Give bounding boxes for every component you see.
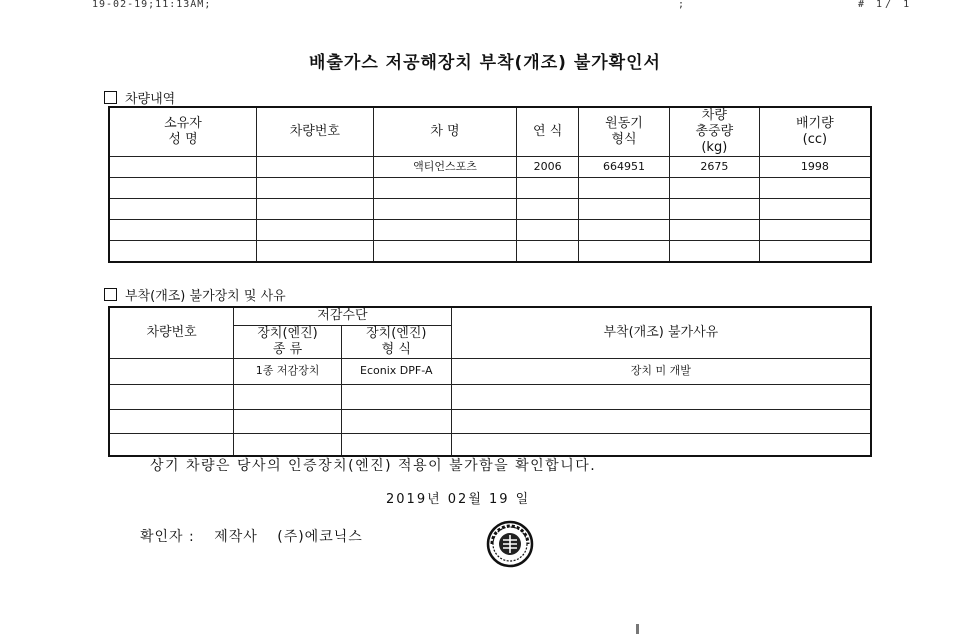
cell-owner	[109, 199, 257, 220]
cell-weight	[669, 220, 759, 241]
cell-device-plate	[109, 358, 234, 384]
cell-reason	[451, 384, 871, 409]
cell-owner	[109, 220, 257, 241]
header-displacement-line1: 배기량	[796, 116, 834, 131]
header-device-plate: 차량번호	[109, 307, 234, 358]
header-owner-line2: 성 명	[168, 132, 198, 147]
cell-year	[517, 199, 579, 220]
fax-separator: ;	[678, 0, 685, 10]
checkbox-icon	[104, 288, 117, 301]
device-section-heading	[104, 285, 286, 304]
table-row	[109, 433, 871, 456]
cell-weight: 2675	[669, 157, 759, 178]
fax-header	[0, 0, 970, 12]
cell-plate	[257, 178, 374, 199]
cell-device-plate	[109, 384, 234, 409]
table-row	[109, 409, 871, 433]
header-weight-line3: (kg)	[701, 140, 728, 155]
checkbox-icon	[104, 91, 117, 104]
header-device-type-line2: 종 류	[272, 341, 303, 357]
cell-year	[517, 241, 579, 262]
fax-timestamp: 19-02-19;11:13AM;	[92, 0, 212, 10]
header-model: 차 명	[373, 107, 517, 157]
table-row	[109, 178, 871, 199]
device-section-label: 부착(개조) 불가장치 및 사유	[125, 289, 286, 304]
header-engine-line2: 형식	[611, 132, 637, 147]
confirmer-company: (주)에코닉스	[277, 529, 363, 545]
table-row	[109, 220, 871, 241]
confirmer-label: 확인자 :	[140, 529, 195, 545]
cell-owner	[109, 241, 257, 262]
cell-plate	[257, 220, 374, 241]
header-owner	[109, 107, 257, 157]
header-weight-line2: 총중량	[695, 124, 734, 139]
confirmer-role: 제작사	[214, 529, 258, 545]
cell-displacement	[759, 199, 871, 220]
header-device-model	[341, 325, 451, 358]
header-device-type-line1: 장치(엔진)	[257, 325, 318, 341]
device-table-header-top	[109, 307, 871, 325]
cell-device-type: 1종 저감장치	[234, 358, 342, 384]
header-reduction: 저감수단	[234, 307, 452, 325]
vehicle-section-heading	[104, 88, 175, 107]
issue-date: 2019년 02월 19 일	[386, 492, 531, 507]
cell-device-model	[341, 433, 451, 456]
cell-device-plate	[109, 433, 234, 456]
cell-year: 2006	[517, 157, 579, 178]
table-row	[109, 157, 871, 178]
cell-year	[517, 178, 579, 199]
cell-weight	[669, 241, 759, 262]
cell-plate	[257, 199, 374, 220]
cell-device-type	[234, 384, 342, 409]
header-device-model-line2: 형 식	[381, 341, 411, 357]
header-device-model-line1: 장치(엔진)	[366, 325, 427, 341]
cell-device-model: Econix DPF-A	[341, 358, 451, 384]
table-row	[109, 241, 871, 262]
header-device-type	[234, 325, 342, 358]
header-displacement	[759, 107, 871, 157]
header-reason: 부착(개조) 불가사유	[451, 307, 871, 358]
company-seal-icon	[486, 520, 534, 568]
cell-year	[517, 220, 579, 241]
confirmation-statement: 상기 차량은 당사의 인증장치(엔진) 적용이 불가함을 확인합니다.	[150, 458, 597, 474]
device-table	[108, 306, 872, 457]
cell-plate	[257, 241, 374, 262]
cell-displacement	[759, 241, 871, 262]
confirmer-line	[140, 526, 377, 546]
cell-device-model	[341, 384, 451, 409]
cell-weight	[669, 178, 759, 199]
cell-displacement: 1998	[759, 157, 871, 178]
cell-model: 액티언스포츠	[373, 157, 517, 178]
document-title: 배출가스 저공해장치 부착(개조) 불가확인서	[309, 53, 661, 73]
table-row	[109, 199, 871, 220]
table-row	[109, 384, 871, 409]
cell-engine	[579, 178, 670, 199]
cell-device-plate	[109, 409, 234, 433]
cell-engine: 664951	[579, 157, 670, 178]
cell-model	[373, 199, 517, 220]
cell-model	[373, 220, 517, 241]
header-engine-line1: 원동기	[605, 116, 643, 131]
cell-owner	[109, 178, 257, 199]
vehicle-section-label: 차량내역	[125, 92, 176, 107]
cell-owner	[109, 157, 257, 178]
cell-model	[373, 178, 517, 199]
cell-reason: 장치 미 개발	[451, 358, 871, 384]
vehicle-table-header	[109, 107, 871, 157]
cell-device-model	[341, 409, 451, 433]
header-year: 연 식	[517, 107, 579, 157]
header-weight	[669, 107, 759, 157]
table-row	[109, 358, 871, 384]
header-engine	[579, 107, 670, 157]
cell-model	[373, 241, 517, 262]
cell-engine	[579, 199, 670, 220]
cell-engine	[579, 241, 670, 262]
cell-reason	[451, 433, 871, 456]
header-displacement-line2: (cc)	[802, 132, 828, 147]
header-owner-line1: 소유자	[164, 116, 202, 131]
cell-weight	[669, 199, 759, 220]
vehicle-table	[108, 106, 872, 263]
cell-displacement	[759, 220, 871, 241]
cell-engine	[579, 220, 670, 241]
scan-artifact	[636, 624, 639, 634]
fax-page-number: # 1/ 1	[858, 0, 913, 10]
cell-reason	[451, 409, 871, 433]
cell-device-type	[234, 409, 342, 433]
cell-device-type	[234, 433, 342, 456]
header-plate: 차량번호	[257, 107, 374, 157]
header-weight-line1: 차량	[701, 108, 727, 123]
cell-plate	[257, 157, 374, 178]
cell-displacement	[759, 178, 871, 199]
